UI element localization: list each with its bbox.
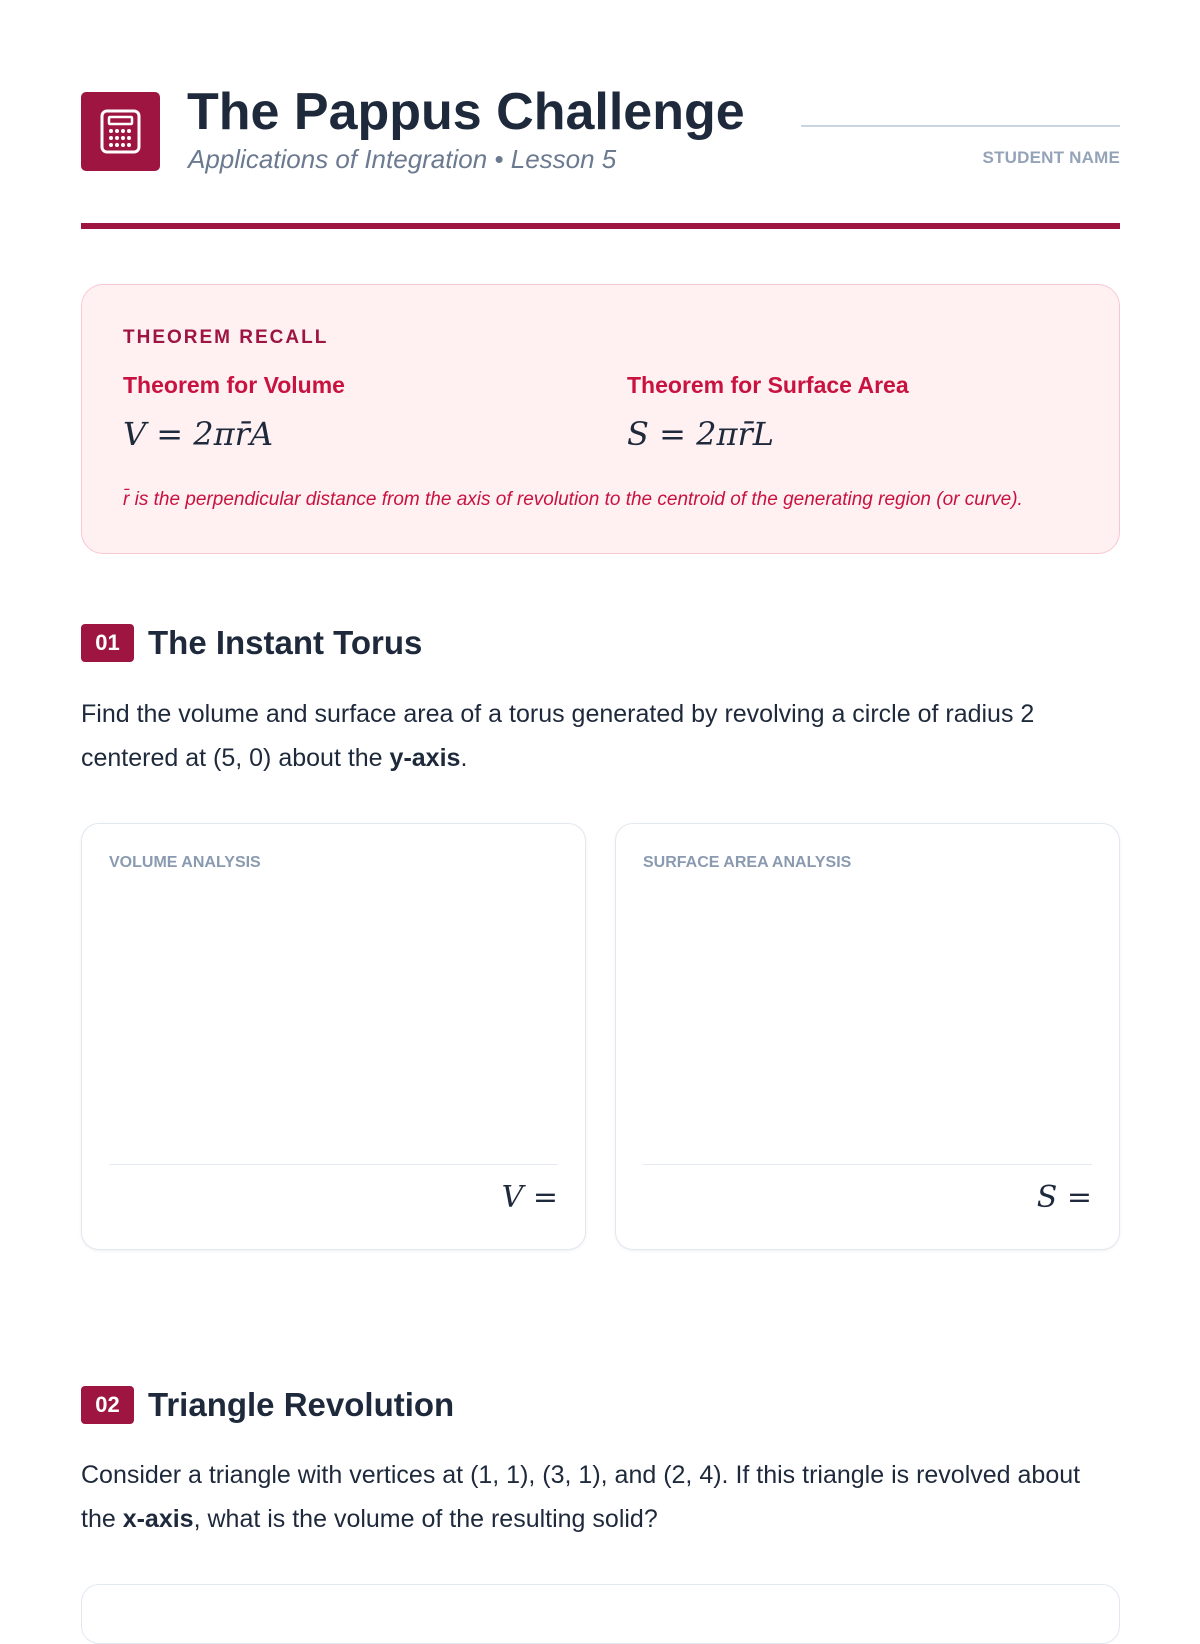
worksheet-header (81, 82, 1120, 192)
answer-line (109, 1164, 558, 1165)
volume-theorem-formula: V = 2πr̄A (123, 415, 274, 453)
prompt-text-end: . (460, 744, 468, 772)
student-name-field[interactable] (801, 125, 1120, 127)
problem-number-badge: 02 (81, 1386, 134, 1424)
prompt-axis: x-axis (122, 1505, 194, 1533)
theorem-note: r̄ is the perpendicular distance from the axis of revolution to the centroid of the generating region (or curve). (123, 489, 1023, 510)
theorem-label: THEOREM RECALL (123, 327, 329, 348)
problem-1-prompt (81, 692, 1120, 780)
page-subtitle: Applications of Integration • Lesson 5 (188, 144, 617, 174)
prompt-axis: y-axis (389, 744, 461, 772)
problem-2-prompt (81, 1453, 1120, 1541)
volume-analysis-box[interactable] (81, 823, 586, 1250)
surface-area-analysis-box[interactable] (615, 823, 1120, 1250)
answer-line (643, 1164, 1092, 1165)
work-box-label: VOLUME ANALYSIS (109, 854, 261, 871)
problem-number-badge: 01 (81, 624, 134, 662)
header-divider (81, 223, 1120, 229)
student-name-label: STUDENT NAME (982, 148, 1120, 167)
volume-answer: V = (501, 1180, 558, 1215)
volume-theorem-heading: Theorem for Volume (123, 372, 345, 398)
calculator-icon (81, 92, 160, 171)
surface-theorem-heading: Theorem for Surface Area (627, 372, 909, 398)
theorem-recall-box (81, 284, 1120, 554)
prompt-text: Consider a triangle with vertices at (1, 1), (3, 1), and (2, 4). If this triangle is revolved about the (81, 1461, 1081, 1533)
surface-theorem-formula: S = 2πr̄L (627, 415, 775, 453)
problem-2-work-box[interactable] (81, 1584, 1120, 1644)
prompt-text: Find the volume and surface area of a torus generated by revolving a circle of radius 2 centered at (5, 0) about the (81, 700, 1035, 772)
problem-title: Triangle Revolution (148, 1386, 455, 1423)
problem-title: The Instant Torus (148, 624, 423, 661)
prompt-text-end: , what is the volume of the resulting solid? (193, 1505, 658, 1533)
surface-area-answer: S = (1036, 1180, 1092, 1215)
work-box-label: SURFACE AREA ANALYSIS (643, 854, 852, 871)
page-title: The Pappus Challenge (187, 83, 745, 141)
